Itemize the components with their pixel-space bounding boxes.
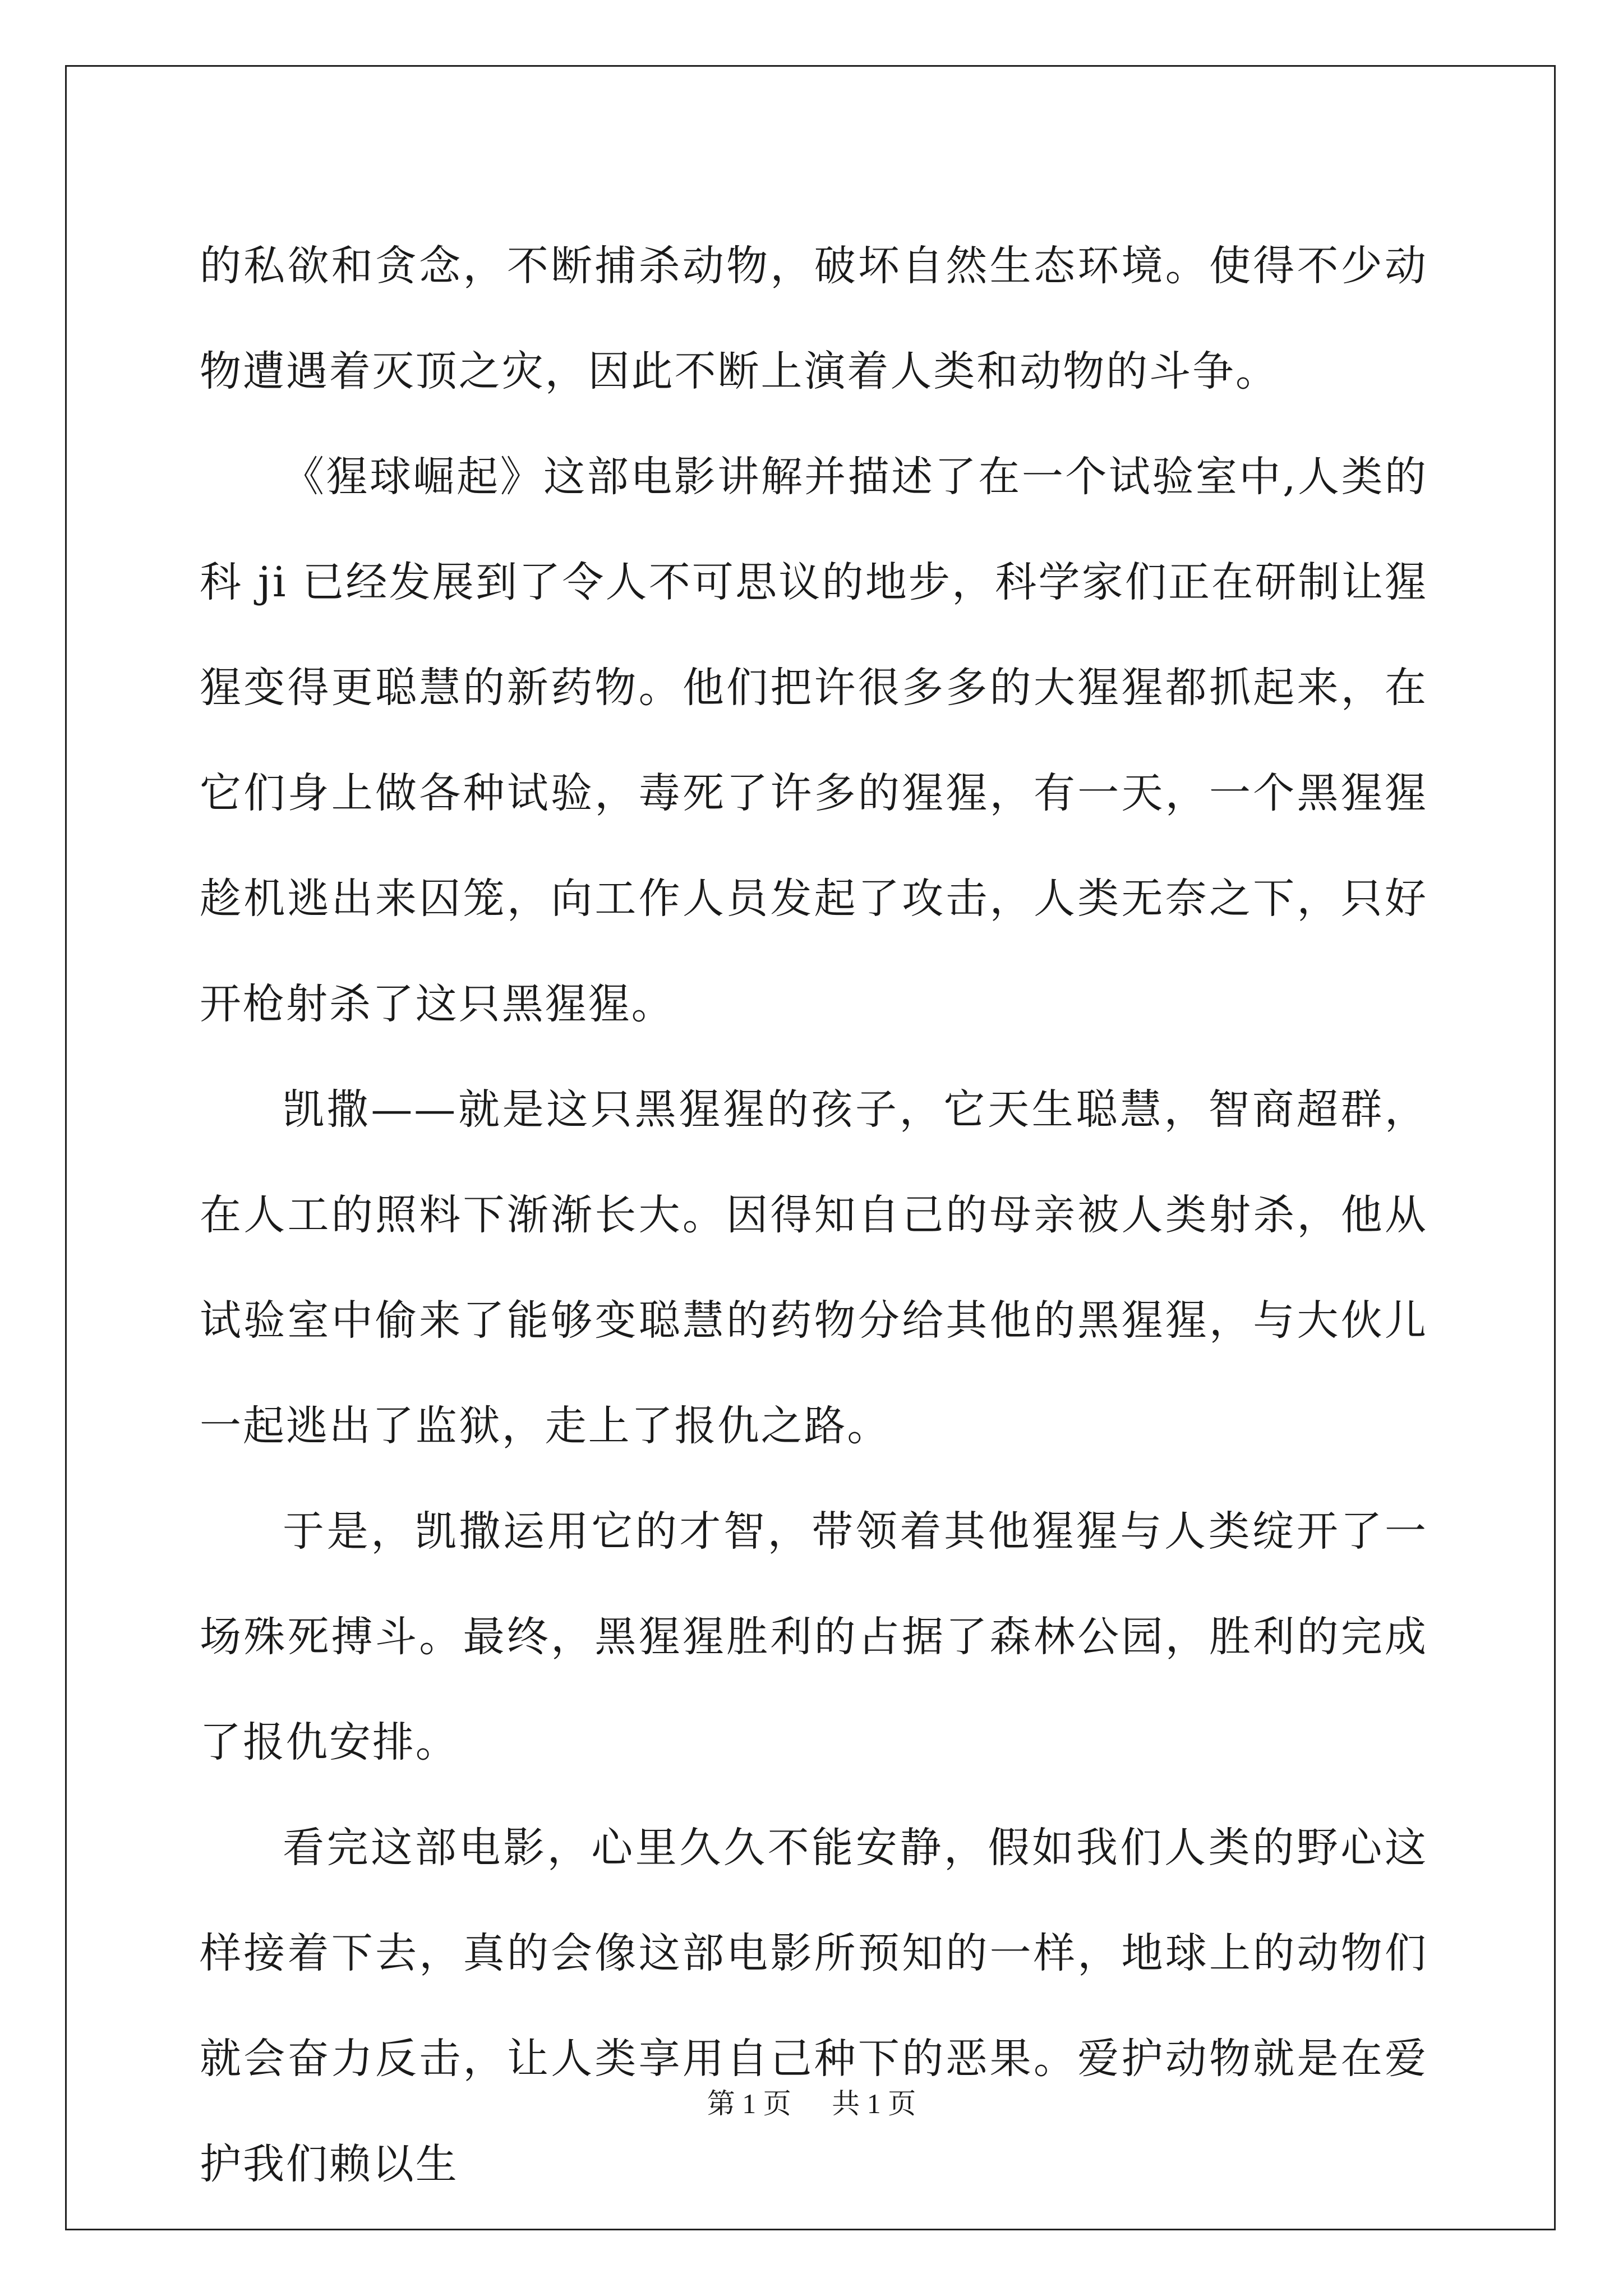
page-footer xyxy=(0,2081,1623,2122)
paragraph-4: 于是，凯撒运用它的才智，带领着其他猩猩与人类绽开了一场殊死搏斗。最终，黑猩猩胜利的占据了森林公园，胜利的完成了报仇安排。 xyxy=(200,1507,1428,1766)
paragraph-5: 看完这部电影，心里久久不能安静，假如我们人类的野心这样接着下去，真的会像这部电影所预知的一样，地球上的动物们就会奋力反击，让人类享用自己种下的恶果。爱护动物就是在爱护我们赖以生 xyxy=(200,1824,1428,2188)
page-number-total: 共 1 页 xyxy=(832,2088,916,2119)
paragraph-3: 凯撒——就是这只黑猩猩的孩子，它天生聪慧，智商超群，在人工的照料下渐渐长大。因得知自己的母亲被人类射杀，他从试验室中偷来了能够变聪慧的药物分给其他的黑猩猩，与大伙儿一起逃出了监狱，走上了报仇之路。 xyxy=(200,1085,1428,1450)
document-body xyxy=(200,213,1428,2217)
page-number-current: 第 1 页 xyxy=(707,2088,791,2119)
paragraph-1: 的私欲和贪念，不断捕杀动物，破坏自然生态环境。使得不少动物遭遇着灭顶之灾，因此不断上演着人类和动物的斗争。 xyxy=(200,242,1428,395)
paragraph-2: 《猩球崛起》这部电影讲解并描述了在一个试验室中,人类的科 ji 已经发展到了令人不可思议的地步，科学家们正在研制让猩猩变得更聪慧的新药物。他们把许很多多的大猩猩都抓起来，在它们身上做各种试验，毒死了许多的猩猩，有一天，一个黑猩猩趁机逃出来囚笼，向工作人员发起了攻击，人类无奈之下，只好开枪射杀了这只黑猩猩。 xyxy=(200,453,1428,1028)
